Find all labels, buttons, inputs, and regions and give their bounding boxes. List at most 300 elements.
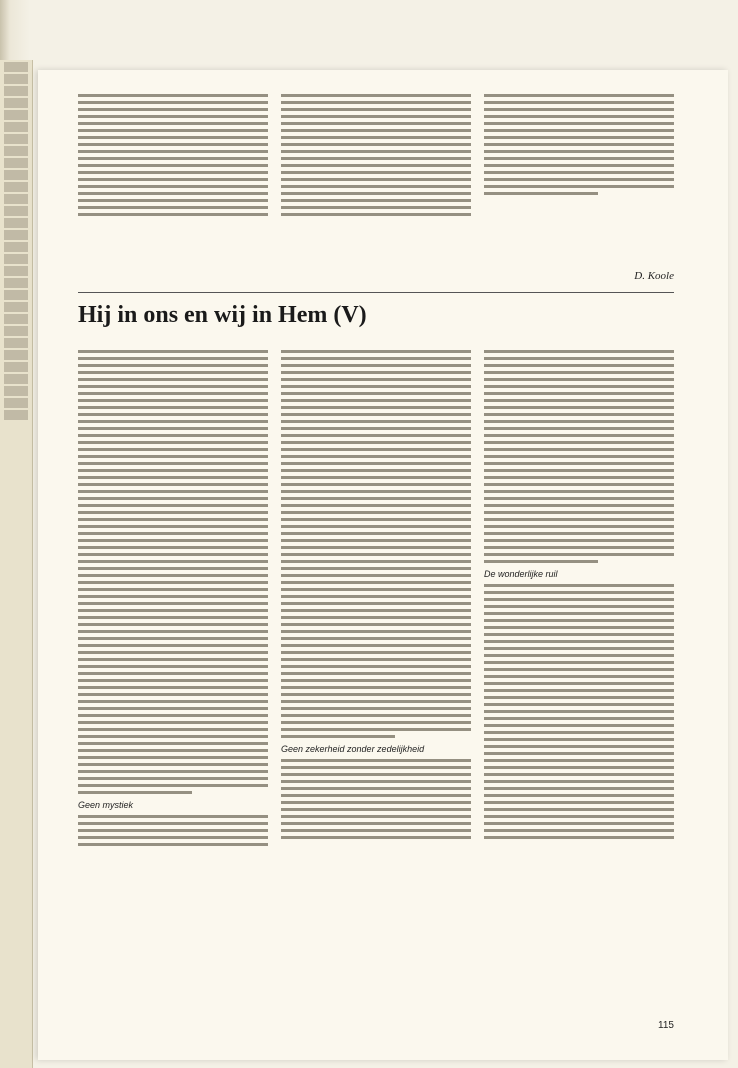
text-line bbox=[484, 703, 674, 706]
text-line bbox=[78, 595, 268, 598]
text-line bbox=[281, 206, 471, 209]
text-line bbox=[484, 710, 674, 713]
text-line bbox=[78, 129, 268, 132]
text-line bbox=[484, 647, 674, 650]
text-line bbox=[78, 700, 268, 703]
text-line bbox=[484, 745, 674, 748]
previous-article-column-2 bbox=[281, 90, 471, 220]
text-line bbox=[281, 728, 471, 731]
text-line bbox=[484, 560, 598, 563]
text-line bbox=[78, 434, 268, 437]
text-line bbox=[281, 213, 471, 216]
text-line bbox=[484, 483, 674, 486]
text-line bbox=[281, 406, 471, 409]
text-line bbox=[281, 385, 471, 388]
text-line bbox=[484, 392, 674, 395]
text-line bbox=[484, 115, 674, 118]
text-line bbox=[78, 385, 268, 388]
text-line bbox=[78, 756, 268, 759]
text-line bbox=[281, 801, 471, 804]
text-line bbox=[484, 434, 674, 437]
facing-page-text-fragment bbox=[4, 410, 28, 420]
text-line bbox=[484, 427, 674, 430]
facing-page-text-fragment bbox=[4, 74, 28, 84]
text-line bbox=[281, 651, 471, 654]
text-line bbox=[484, 661, 674, 664]
facing-page-strip bbox=[0, 60, 33, 1068]
facing-page-text-fragment bbox=[4, 146, 28, 156]
text-line bbox=[281, 602, 471, 605]
text-line bbox=[78, 637, 268, 640]
text-line bbox=[281, 808, 471, 811]
text-line bbox=[484, 490, 674, 493]
text-line bbox=[484, 668, 674, 671]
text-line bbox=[78, 143, 268, 146]
text-line bbox=[78, 777, 268, 780]
facing-page-text-fragment bbox=[4, 326, 28, 336]
text-line bbox=[484, 598, 674, 601]
text-line bbox=[78, 609, 268, 612]
text-line bbox=[281, 525, 471, 528]
text-line bbox=[484, 357, 674, 360]
text-line bbox=[484, 801, 674, 804]
text-line bbox=[484, 150, 674, 153]
text-line bbox=[484, 136, 674, 139]
text-line bbox=[78, 94, 268, 97]
text-line bbox=[484, 469, 674, 472]
text-line bbox=[78, 420, 268, 423]
text-line bbox=[484, 364, 674, 367]
facing-page-text-fragment bbox=[4, 386, 28, 396]
facing-page-text-fragment bbox=[4, 62, 28, 72]
text-line bbox=[281, 171, 471, 174]
text-line bbox=[484, 553, 674, 556]
text-line bbox=[281, 707, 471, 710]
text-line bbox=[484, 759, 674, 762]
text-line bbox=[484, 476, 674, 479]
text-line bbox=[484, 497, 674, 500]
facing-page-text-fragment bbox=[4, 374, 28, 384]
text-line bbox=[78, 843, 268, 846]
text-line bbox=[78, 630, 268, 633]
facing-page-text-fragment bbox=[4, 158, 28, 168]
subhead-geen-zekerheid: Geen zekerheid zonder zedelijkheid bbox=[281, 744, 425, 754]
text-line bbox=[281, 759, 471, 762]
text-line bbox=[78, 350, 268, 353]
text-line bbox=[281, 815, 471, 818]
text-line bbox=[484, 525, 674, 528]
text-line bbox=[484, 504, 674, 507]
text-line bbox=[484, 448, 674, 451]
text-line bbox=[281, 532, 471, 535]
text-line bbox=[484, 591, 674, 594]
text-line bbox=[281, 836, 471, 839]
text-line bbox=[484, 780, 674, 783]
text-line bbox=[281, 581, 471, 584]
text-line bbox=[484, 378, 674, 381]
text-line bbox=[281, 546, 471, 549]
text-line bbox=[484, 696, 674, 699]
text-line bbox=[78, 553, 268, 556]
text-line bbox=[78, 392, 268, 395]
text-line bbox=[484, 626, 674, 629]
facing-page-text-fragment bbox=[4, 302, 28, 312]
facing-page-text-fragment bbox=[4, 170, 28, 180]
facing-page-text-fragment bbox=[4, 338, 28, 348]
text-line bbox=[281, 553, 471, 556]
text-line bbox=[78, 602, 268, 605]
text-line bbox=[78, 164, 268, 167]
text-line bbox=[281, 350, 471, 353]
subhead-geen-mystiek: Geen mystiek bbox=[78, 800, 134, 810]
text-line bbox=[281, 192, 471, 195]
text-line bbox=[78, 749, 268, 752]
text-line bbox=[281, 623, 471, 626]
text-line bbox=[484, 815, 674, 818]
text-line bbox=[281, 455, 471, 458]
facing-page-text-fragment bbox=[4, 242, 28, 252]
text-line bbox=[281, 490, 471, 493]
text-line bbox=[484, 675, 674, 678]
text-line bbox=[484, 546, 674, 549]
text-line bbox=[78, 150, 268, 153]
text-line bbox=[78, 122, 268, 125]
magazine-page bbox=[38, 70, 728, 1060]
text-line bbox=[78, 427, 268, 430]
text-line bbox=[484, 766, 674, 769]
text-line bbox=[281, 560, 471, 563]
text-line bbox=[484, 399, 674, 402]
text-line bbox=[484, 640, 674, 643]
text-line bbox=[484, 420, 674, 423]
text-line bbox=[281, 787, 471, 790]
text-line bbox=[281, 94, 471, 97]
facing-page-text-fragment bbox=[4, 350, 28, 360]
text-line bbox=[78, 171, 268, 174]
text-line bbox=[484, 192, 598, 195]
text-line bbox=[484, 787, 674, 790]
text-line bbox=[281, 483, 471, 486]
text-line bbox=[78, 483, 268, 486]
text-line bbox=[78, 413, 268, 416]
facing-page-text-fragment bbox=[4, 314, 28, 324]
text-line bbox=[281, 399, 471, 402]
text-line bbox=[78, 714, 268, 717]
text-line bbox=[281, 164, 471, 167]
text-line bbox=[78, 185, 268, 188]
text-line bbox=[78, 672, 268, 675]
author-signature: D. Koole bbox=[634, 270, 674, 282]
facing-page-text-fragment bbox=[4, 182, 28, 192]
subhead-wonderlijke-ruil: De wonderlijke ruil bbox=[484, 569, 558, 579]
text-line bbox=[484, 808, 674, 811]
text-line bbox=[78, 735, 268, 738]
facing-page-text-fragment bbox=[4, 134, 28, 144]
text-line bbox=[281, 364, 471, 367]
text-line bbox=[78, 476, 268, 479]
text-line bbox=[281, 504, 471, 507]
text-line bbox=[78, 707, 268, 710]
page-number: 115 bbox=[658, 1020, 674, 1031]
text-line bbox=[484, 441, 674, 444]
facing-page-text-fragment bbox=[4, 278, 28, 288]
facing-page-text-fragment bbox=[4, 98, 28, 108]
text-line bbox=[78, 784, 268, 787]
text-line bbox=[281, 574, 471, 577]
text-line bbox=[484, 518, 674, 521]
text-line bbox=[78, 644, 268, 647]
text-line bbox=[281, 413, 471, 416]
text-line bbox=[281, 766, 471, 769]
text-line bbox=[484, 682, 674, 685]
text-line bbox=[78, 490, 268, 493]
text-line bbox=[281, 630, 471, 633]
text-line bbox=[78, 364, 268, 367]
text-line bbox=[281, 567, 471, 570]
text-line bbox=[78, 115, 268, 118]
text-line bbox=[281, 609, 471, 612]
text-line bbox=[78, 455, 268, 458]
text-line bbox=[281, 588, 471, 591]
text-line bbox=[484, 511, 674, 514]
text-line bbox=[78, 574, 268, 577]
text-line bbox=[484, 717, 674, 720]
text-line bbox=[78, 560, 268, 563]
text-line bbox=[78, 742, 268, 745]
text-line bbox=[281, 616, 471, 619]
text-line bbox=[78, 136, 268, 139]
text-line bbox=[78, 518, 268, 521]
text-line bbox=[484, 689, 674, 692]
text-line bbox=[281, 822, 471, 825]
facing-page-text-fragment bbox=[4, 266, 28, 276]
text-line bbox=[281, 448, 471, 451]
text-line bbox=[484, 164, 674, 167]
article-column-2 bbox=[281, 346, 471, 843]
text-line bbox=[281, 644, 471, 647]
text-line bbox=[78, 658, 268, 661]
text-line bbox=[78, 213, 268, 216]
text-line bbox=[484, 157, 674, 160]
text-line bbox=[281, 101, 471, 104]
facing-page-text-fragment bbox=[4, 206, 28, 216]
text-line bbox=[78, 108, 268, 111]
text-line bbox=[484, 350, 674, 353]
text-line bbox=[484, 462, 674, 465]
text-line bbox=[281, 427, 471, 430]
text-line bbox=[484, 738, 674, 741]
text-line bbox=[281, 357, 471, 360]
text-line bbox=[281, 658, 471, 661]
text-line bbox=[484, 612, 674, 615]
text-line bbox=[281, 434, 471, 437]
text-line bbox=[281, 185, 471, 188]
text-line bbox=[484, 532, 674, 535]
text-line bbox=[78, 815, 268, 818]
text-line bbox=[78, 721, 268, 724]
text-line bbox=[281, 136, 471, 139]
text-line bbox=[281, 637, 471, 640]
article-column-3 bbox=[484, 346, 674, 843]
facing-page-text-fragment bbox=[4, 362, 28, 372]
facing-page-text-fragment bbox=[4, 290, 28, 300]
text-line bbox=[78, 441, 268, 444]
article-divider bbox=[78, 292, 674, 293]
text-line bbox=[484, 406, 674, 409]
text-line bbox=[78, 399, 268, 402]
text-line bbox=[281, 595, 471, 598]
text-line bbox=[281, 829, 471, 832]
text-line bbox=[484, 619, 674, 622]
text-line bbox=[78, 822, 268, 825]
text-line bbox=[281, 378, 471, 381]
text-line bbox=[78, 448, 268, 451]
text-line bbox=[78, 836, 268, 839]
text-line bbox=[484, 822, 674, 825]
text-line bbox=[78, 101, 268, 104]
text-line bbox=[78, 532, 268, 535]
text-line bbox=[484, 101, 674, 104]
text-line bbox=[78, 693, 268, 696]
facing-page-text-fragment bbox=[4, 110, 28, 120]
text-line bbox=[484, 171, 674, 174]
text-line bbox=[281, 371, 471, 374]
text-line bbox=[281, 700, 471, 703]
text-line bbox=[78, 525, 268, 528]
text-line bbox=[78, 581, 268, 584]
text-line bbox=[281, 441, 471, 444]
text-line bbox=[281, 721, 471, 724]
text-line bbox=[281, 735, 395, 738]
text-line bbox=[484, 605, 674, 608]
text-line bbox=[281, 476, 471, 479]
text-line bbox=[281, 686, 471, 689]
text-line bbox=[78, 206, 268, 209]
text-line bbox=[484, 829, 674, 832]
article-column-1 bbox=[78, 346, 268, 850]
text-line bbox=[78, 199, 268, 202]
facing-page-text-fragment bbox=[4, 194, 28, 204]
facing-page-text-fragment bbox=[4, 398, 28, 408]
text-line bbox=[78, 665, 268, 668]
text-line bbox=[78, 728, 268, 731]
text-line bbox=[78, 651, 268, 654]
text-line bbox=[484, 584, 674, 587]
text-line bbox=[78, 504, 268, 507]
text-line bbox=[484, 122, 674, 125]
facing-page-text-fragment bbox=[4, 86, 28, 96]
text-line bbox=[484, 633, 674, 636]
text-line bbox=[281, 714, 471, 717]
text-line bbox=[78, 157, 268, 160]
text-line bbox=[281, 511, 471, 514]
text-line bbox=[78, 616, 268, 619]
text-line bbox=[78, 406, 268, 409]
text-line bbox=[78, 539, 268, 542]
text-line bbox=[78, 686, 268, 689]
article-title: Hij in ons en wij in Hem (V) bbox=[78, 302, 367, 328]
text-line bbox=[281, 794, 471, 797]
text-line bbox=[281, 665, 471, 668]
text-line bbox=[78, 378, 268, 381]
text-line bbox=[281, 108, 471, 111]
text-line bbox=[281, 693, 471, 696]
text-line bbox=[78, 469, 268, 472]
text-line bbox=[78, 763, 268, 766]
text-line bbox=[281, 518, 471, 521]
text-line bbox=[281, 469, 471, 472]
text-line bbox=[281, 462, 471, 465]
text-line bbox=[281, 773, 471, 776]
text-line bbox=[78, 371, 268, 374]
text-line bbox=[484, 654, 674, 657]
text-line bbox=[484, 385, 674, 388]
previous-article-column-1 bbox=[78, 90, 268, 220]
facing-page-text-fragment bbox=[4, 254, 28, 264]
text-line bbox=[484, 371, 674, 374]
text-line bbox=[281, 157, 471, 160]
text-line bbox=[78, 546, 268, 549]
text-line bbox=[484, 752, 674, 755]
text-line bbox=[78, 567, 268, 570]
text-line bbox=[484, 185, 674, 188]
text-line bbox=[281, 497, 471, 500]
text-line bbox=[484, 773, 674, 776]
text-line bbox=[78, 497, 268, 500]
text-line bbox=[281, 122, 471, 125]
text-line bbox=[281, 392, 471, 395]
text-line bbox=[78, 588, 268, 591]
text-line bbox=[281, 420, 471, 423]
text-line bbox=[484, 455, 674, 458]
text-line bbox=[281, 780, 471, 783]
text-line bbox=[484, 836, 674, 839]
text-line bbox=[484, 724, 674, 727]
text-line bbox=[78, 791, 192, 794]
facing-page-text-fragment bbox=[4, 218, 28, 228]
text-line bbox=[78, 623, 268, 626]
previous-article-column-3 bbox=[484, 90, 674, 199]
text-line bbox=[484, 129, 674, 132]
text-line bbox=[78, 511, 268, 514]
text-line bbox=[281, 143, 471, 146]
text-line bbox=[78, 178, 268, 181]
text-line bbox=[281, 199, 471, 202]
text-line bbox=[78, 679, 268, 682]
text-line bbox=[78, 192, 268, 195]
text-line bbox=[484, 94, 674, 97]
text-line bbox=[484, 143, 674, 146]
text-line bbox=[281, 115, 471, 118]
text-line bbox=[78, 462, 268, 465]
text-line bbox=[281, 150, 471, 153]
facing-page-text-fragment bbox=[4, 122, 28, 132]
text-line bbox=[78, 357, 268, 360]
text-line bbox=[484, 539, 674, 542]
text-line bbox=[281, 679, 471, 682]
text-line bbox=[484, 794, 674, 797]
text-line bbox=[78, 829, 268, 832]
text-line bbox=[281, 672, 471, 675]
text-line bbox=[281, 178, 471, 181]
text-line bbox=[78, 770, 268, 773]
text-line bbox=[484, 178, 674, 181]
text-line bbox=[484, 413, 674, 416]
text-line bbox=[281, 129, 471, 132]
facing-page-text-fragment bbox=[4, 230, 28, 240]
text-line bbox=[281, 539, 471, 542]
text-line bbox=[484, 731, 674, 734]
